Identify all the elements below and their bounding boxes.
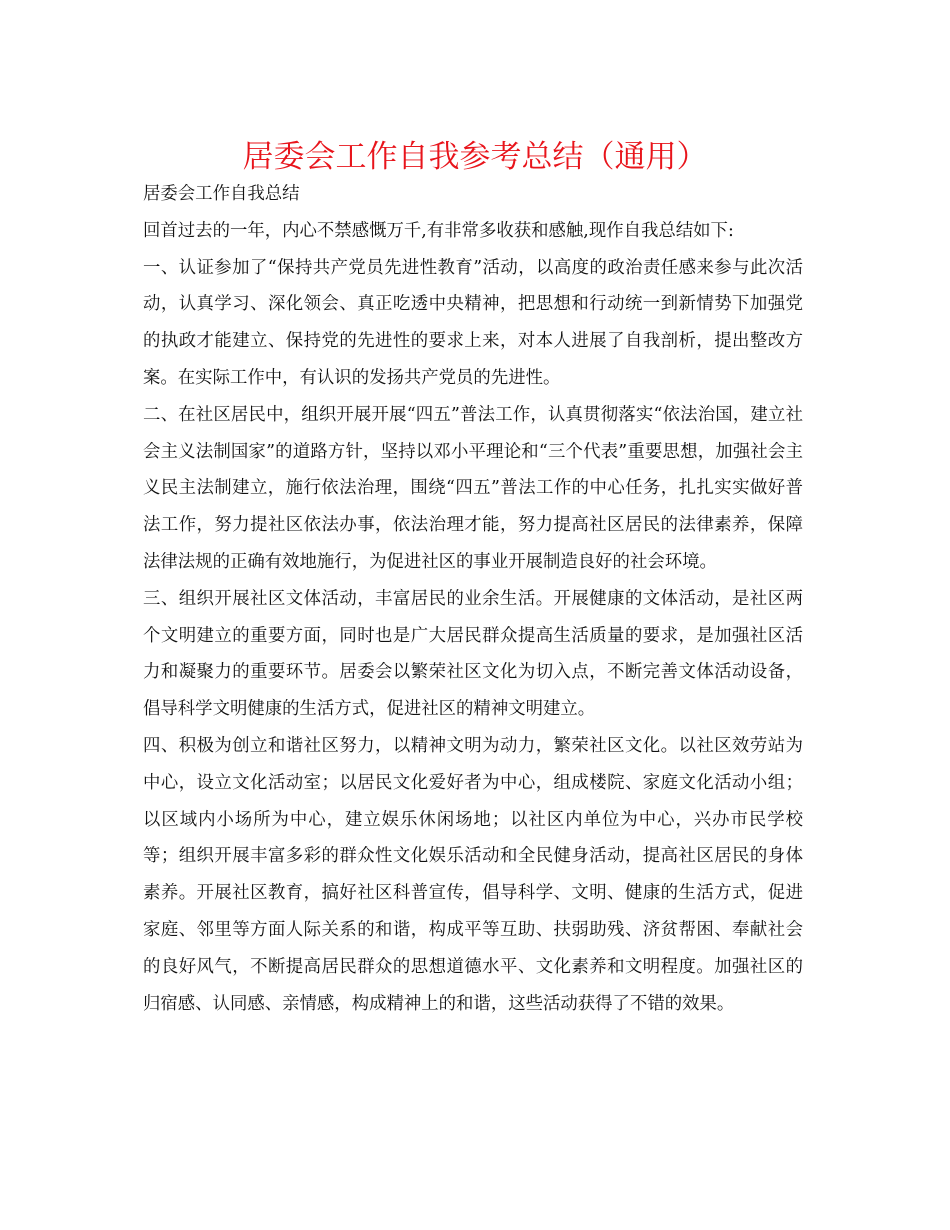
document-subtitle: 居委会工作自我总结 <box>143 184 300 204</box>
document-body <box>143 176 803 1022</box>
paragraph-3: 三、组织开展社区文体活动，丰富居民的业余生活。开展健康的文体活动，是社区两个文明建立的重要方面，同时也是广大居民群众提高生活质量的要求，是加强社区活力和凝聚力的重要环节。居委会以繁荣社区文化为切入点，不断完善文体活动设备，倡导科学文明健康的生活方式，促进社区的精神文明建立。 <box>143 588 803 720</box>
paragraph-1: 一、认证参加了“保持共产党员先进性教育”活动，以高度的政治责任感来参与此次活动，认真学习、深化领会、真正吃透中央精神，把思想和行动统一到新情势下加强党的执政才能建立、保持党的先进性的要求上来，对本人进展了自我剖析，提出整改方案。在实际工作中，有认识的发扬共产党员的先进性。 <box>143 257 803 388</box>
intro-paragraph: 回首过去的一年，内心不禁感慨万千,有非常多收获和感触,现作自我总结如下: <box>143 220 734 241</box>
paragraph-2: 二、在社区居民中，组织开展开展“四五”普法工作，认真贯彻落实“依法治国，建立社会主义法制国家”的道路方针，坚持以邓小平理论和“三个代表”重要思想，加强社会主义民主法制建立，施行依法治理，围绕“四五”普法工作的中心任务，扎扎实实做好普法工作，努力提社区依法办事，依法治理才能，努力提高社区居民的法律素养，保障法律法规的正确有效地施行，为促进社区的事业开展制造良好的社会环境。 <box>143 404 803 572</box>
paragraph-4: 四、积极为创立和谐社区努力，以精神文明为动力，繁荣社区文化。以社区效劳站为中心，设立文化活动室；以居民文化爱好者为中心，组成楼院、家庭文化活动小组；以区域内小场所为中心，建立娱乐休闲场地；以社区内单位为中心，兴办市民学校等；组织开展丰富多彩的群众性文化娱乐活动和全民健身活动，提高社区居民的身体素养。开展社区教育，搞好社区科普宣传，倡导科学、文明、健康的生活方式，促进家庭、邻里等方面人际关系的和谐，构成平等互助、扶弱助残、济贫帮困、奉献社会的良好风气，不断提高居民群众的思想道德水平、文化素养和文明程度。加强社区的归宿感、认同感、亲情感，构成精神上的和谐，这些活动获得了不错的效果。 <box>143 735 803 1014</box>
document-title: 居委会工作自我参考总结（通用） <box>242 139 708 175</box>
